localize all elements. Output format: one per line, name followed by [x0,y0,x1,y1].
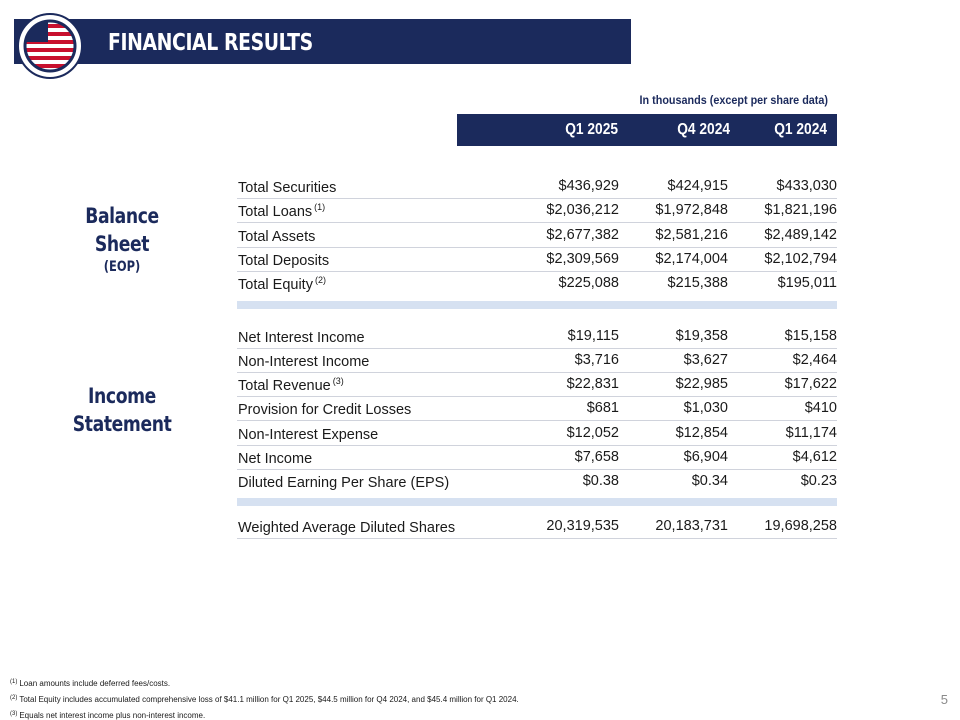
cell-q1-2025: $436,929 [558,178,619,194]
section-label-line: Sheet [94,232,150,256]
cell-q1-2024: $195,011 [777,275,837,291]
table-row [237,397,837,421]
column-header-q1-2025: Q1 2025 [565,121,618,138]
cell-q1-2025: $0.38 [582,473,619,489]
row-label: Total Deposits [238,253,330,269]
cell-q4-2024: $1,030 [683,400,728,416]
row-label: Diluted Earning Per Share (EPS) [238,475,450,491]
cell-q1-2025: $2,677,382 [546,227,619,243]
row-label: Total Securities [238,180,337,196]
cell-q1-2025: $19,115 [567,328,619,344]
table-row [237,248,837,272]
row-label: Total Equity $^{(2)}$ [238,275,326,293]
cell-q1-2025: $2,309,569 [546,251,619,267]
table-row [237,349,837,373]
row-label: Provision for Credit Losses [238,402,412,418]
row-label: Non-Interest Expense [238,427,379,443]
cell-q1-2025: $225,088 [558,275,619,291]
cell-q4-2024: $3,627 [683,352,728,368]
section-label-income-statement [62,382,182,438]
footnote: $^{(1)}$ Loan amounts include deferred fees/costs. [10,679,171,688]
table-row [237,373,837,397]
cell-q1-2024: $2,102,794 [764,251,837,267]
table-row [237,175,837,199]
page-number: 5 [940,692,948,707]
row-label: Net Income [238,451,313,467]
cell-q4-2024: $2,174,004 [655,251,728,267]
cell-q1-2024: $17,622 [784,376,837,392]
cell-q1-2025: $7,658 [574,449,619,465]
table-row [237,446,837,470]
cell-q4-2024: $1,972,848 [655,202,728,218]
cell-q4-2024: $0.34 [691,473,728,489]
cell-q1-2025: $681 [586,400,619,416]
cell-q1-2024: $15,158 [784,328,837,344]
cell-q4-2024: $12,854 [675,425,728,441]
cell-q1-2025: $22,831 [566,376,619,392]
section-label-sub: (EOP) [103,259,141,275]
table-row [237,325,837,349]
table-row [237,199,837,223]
cell-q1-2024: $433,030 [776,178,837,194]
cell-q4-2024: $6,904 [683,449,728,465]
section-label-line: Income [88,384,156,408]
table-row [237,422,837,446]
cell-q1-2025: 20,319,535 [546,518,619,534]
cell-q1-2025: $12,052 [566,425,619,441]
cell-q4-2024: 20,183,731 [655,518,728,534]
cell-q1-2024: $2,464 [792,352,837,368]
header-bar [14,19,631,64]
footnotes [10,675,519,720]
cell-q1-2024: $2,489,142 [764,227,837,243]
cell-q4-2024: $2,581,216 [655,227,728,243]
flag-logo-icon [17,13,83,79]
cell-q4-2024: $22,985 [675,376,728,392]
cell-q1-2024: $11,174 [785,425,837,441]
row-label: Weighted Average Diluted Shares [238,520,456,536]
section-label-line: Statement [72,412,172,436]
footnote: $^{(3)}$ Equals net interest income plus non-interest income. [10,711,206,720]
section-divider [237,498,837,506]
section-divider [237,301,837,309]
cell-q1-2024: $4,612 [792,449,837,465]
row-label: Total Revenue $^{(3)}$ [238,376,344,394]
page-title: FINANCIAL RESULTS [108,30,313,56]
row-label: Total Loans $^{(1)}$ [238,202,326,220]
cell-q4-2024: $19,358 [675,328,728,344]
cell-q1-2024: $410 [804,400,837,416]
row-label: Total Assets [238,229,316,245]
row-label: Net Interest Income [238,330,365,346]
cell-q4-2024: $424,915 [667,178,728,194]
table-row [237,224,837,248]
table-row [237,515,837,539]
footnote: $^{(2)}$ Total Equity includes accumulated comprehensive loss of $41.1 million for Q1 2025, $44.5 million for Q4 2024, and $45.4 million for Q1 2024. [10,695,519,704]
cell-q1-2025: $3,716 [574,352,619,368]
units-note: In thousands (except per share data) [639,93,828,107]
section-label-line: Balance [85,204,159,228]
column-header-q4-2024: Q4 2024 [677,121,730,138]
table-row [237,272,837,296]
cell-q1-2024: $0.23 [800,473,837,489]
cell-q1-2024: $1,821,196 [764,202,837,218]
section-label-balance-sheet [62,202,182,276]
cell-q1-2025: $2,036,212 [546,202,619,218]
cell-q4-2024: $215,388 [667,275,728,291]
row-label: Non-Interest Income [238,354,370,370]
column-header-q1-2024: Q1 2024 [774,121,827,138]
cell-q1-2024: 19,698,258 [764,518,837,534]
table-row [237,470,837,494]
